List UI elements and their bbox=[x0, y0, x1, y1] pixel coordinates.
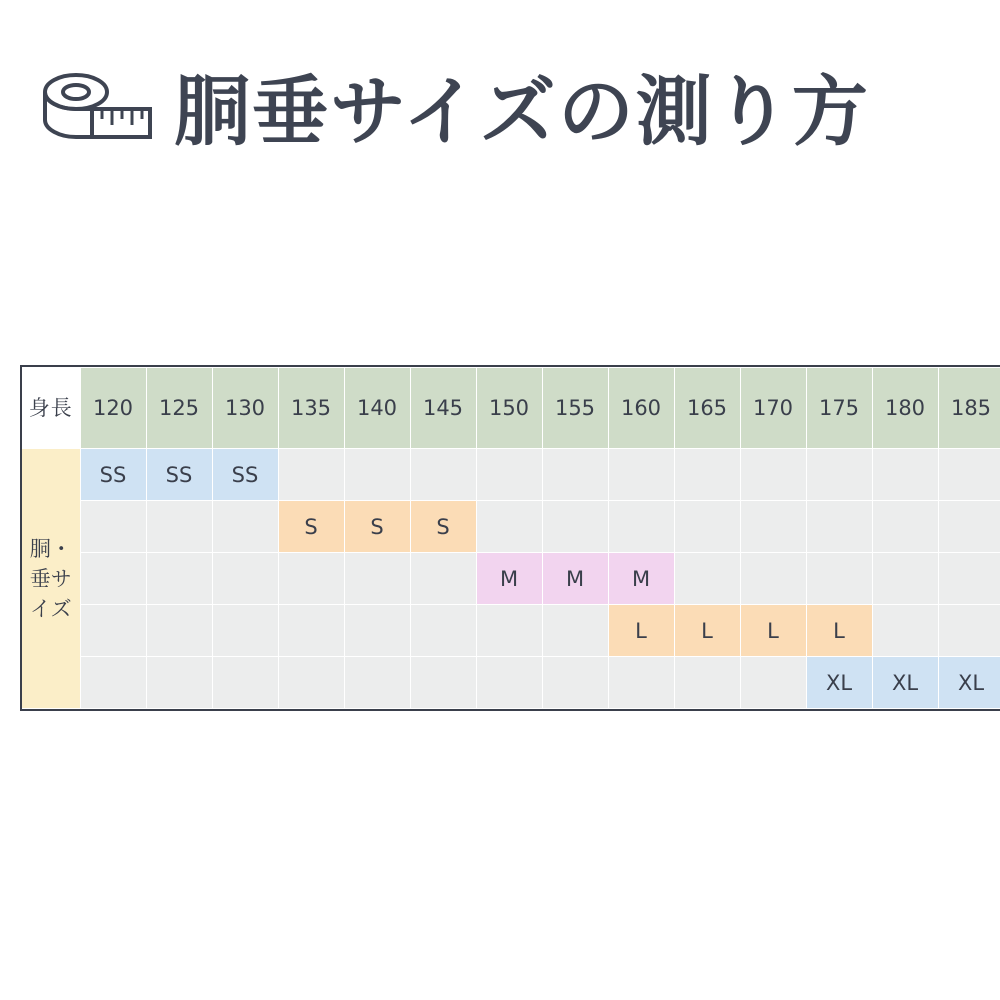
size-cell-xl: XL bbox=[872, 657, 938, 709]
height-header-cell: 180 bbox=[872, 368, 938, 449]
empty-cell bbox=[278, 449, 344, 501]
empty-cell bbox=[806, 501, 872, 553]
size-cell-m: M bbox=[476, 553, 542, 605]
empty-cell bbox=[542, 501, 608, 553]
empty-cell bbox=[344, 657, 410, 709]
empty-cell bbox=[344, 605, 410, 657]
table-row bbox=[22, 449, 1000, 501]
size-cell-l: L bbox=[806, 605, 872, 657]
empty-cell bbox=[476, 501, 542, 553]
empty-cell bbox=[674, 657, 740, 709]
empty-cell bbox=[608, 449, 674, 501]
size-cell-xl: XL bbox=[806, 657, 872, 709]
size-cell-m: M bbox=[608, 553, 674, 605]
empty-cell bbox=[806, 449, 872, 501]
empty-cell bbox=[740, 657, 806, 709]
empty-cell bbox=[212, 553, 278, 605]
empty-cell bbox=[740, 553, 806, 605]
empty-cell bbox=[278, 553, 344, 605]
corner-label-text: 身長 bbox=[28, 395, 73, 420]
empty-cell bbox=[872, 449, 938, 501]
empty-cell bbox=[80, 501, 146, 553]
size-cell-m: M bbox=[542, 553, 608, 605]
size-cell-l: L bbox=[740, 605, 806, 657]
size-cell-s: S bbox=[278, 501, 344, 553]
empty-cell bbox=[938, 605, 1000, 657]
empty-cell bbox=[938, 449, 1000, 501]
height-header-cell: 160 bbox=[608, 368, 674, 449]
size-cell-ss: SS bbox=[212, 449, 278, 501]
table-row bbox=[22, 553, 1000, 605]
height-header-cell: 125 bbox=[146, 368, 212, 449]
height-header-cell: 170 bbox=[740, 368, 806, 449]
height-header-cell: 175 bbox=[806, 368, 872, 449]
empty-cell bbox=[80, 657, 146, 709]
height-header-cell: 120 bbox=[80, 368, 146, 449]
empty-cell bbox=[410, 449, 476, 501]
size-table bbox=[22, 367, 1000, 709]
empty-cell bbox=[146, 657, 212, 709]
empty-cell bbox=[740, 501, 806, 553]
empty-cell bbox=[938, 501, 1000, 553]
height-header-cell: 155 bbox=[542, 368, 608, 449]
height-header-cell: 135 bbox=[278, 368, 344, 449]
empty-cell bbox=[146, 501, 212, 553]
empty-cell bbox=[146, 553, 212, 605]
empty-cell bbox=[872, 553, 938, 605]
row-group-label-text: 胴・垂サイズ bbox=[29, 537, 72, 622]
empty-cell bbox=[410, 657, 476, 709]
empty-cell bbox=[278, 657, 344, 709]
size-cell-s: S bbox=[344, 501, 410, 553]
table-row bbox=[22, 501, 1000, 553]
size-chart bbox=[20, 365, 992, 716]
empty-cell bbox=[278, 605, 344, 657]
height-header-cell: 165 bbox=[674, 368, 740, 449]
empty-cell bbox=[674, 449, 740, 501]
height-header-cell: 130 bbox=[212, 368, 278, 449]
empty-cell bbox=[608, 501, 674, 553]
height-header-cell: 185 bbox=[938, 368, 1000, 449]
size-cell-xl: XL bbox=[938, 657, 1000, 709]
measuring-tape-icon bbox=[28, 57, 168, 167]
height-header-cell: 145 bbox=[410, 368, 476, 449]
empty-cell bbox=[476, 449, 542, 501]
empty-cell bbox=[476, 657, 542, 709]
empty-cell bbox=[476, 605, 542, 657]
empty-cell bbox=[806, 553, 872, 605]
height-header-cell: 150 bbox=[476, 368, 542, 449]
empty-cell bbox=[872, 605, 938, 657]
table-row bbox=[22, 657, 1000, 709]
page-header bbox=[0, 52, 1000, 172]
empty-cell bbox=[212, 501, 278, 553]
empty-cell bbox=[80, 553, 146, 605]
size-cell-l: L bbox=[608, 605, 674, 657]
size-cell-s: S bbox=[410, 501, 476, 553]
table-row bbox=[22, 605, 1000, 657]
size-cell-ss: SS bbox=[80, 449, 146, 501]
page-title: 胴垂サイズの測り方 bbox=[174, 67, 870, 156]
height-header-cell: 140 bbox=[344, 368, 410, 449]
table-header-row bbox=[22, 368, 1000, 449]
empty-cell bbox=[410, 553, 476, 605]
empty-cell bbox=[872, 501, 938, 553]
empty-cell bbox=[740, 449, 806, 501]
empty-cell bbox=[938, 553, 1000, 605]
empty-cell bbox=[674, 553, 740, 605]
empty-cell bbox=[542, 605, 608, 657]
empty-cell bbox=[608, 657, 674, 709]
empty-cell bbox=[80, 605, 146, 657]
empty-cell bbox=[212, 657, 278, 709]
empty-cell bbox=[146, 605, 212, 657]
size-cell-l: L bbox=[674, 605, 740, 657]
empty-cell bbox=[344, 553, 410, 605]
header-corner-label bbox=[22, 368, 80, 449]
empty-cell bbox=[344, 449, 410, 501]
empty-cell bbox=[212, 605, 278, 657]
empty-cell bbox=[542, 657, 608, 709]
empty-cell bbox=[410, 605, 476, 657]
row-group-label bbox=[22, 449, 80, 709]
empty-cell bbox=[542, 449, 608, 501]
size-cell-ss: SS bbox=[146, 449, 212, 501]
empty-cell bbox=[674, 501, 740, 553]
